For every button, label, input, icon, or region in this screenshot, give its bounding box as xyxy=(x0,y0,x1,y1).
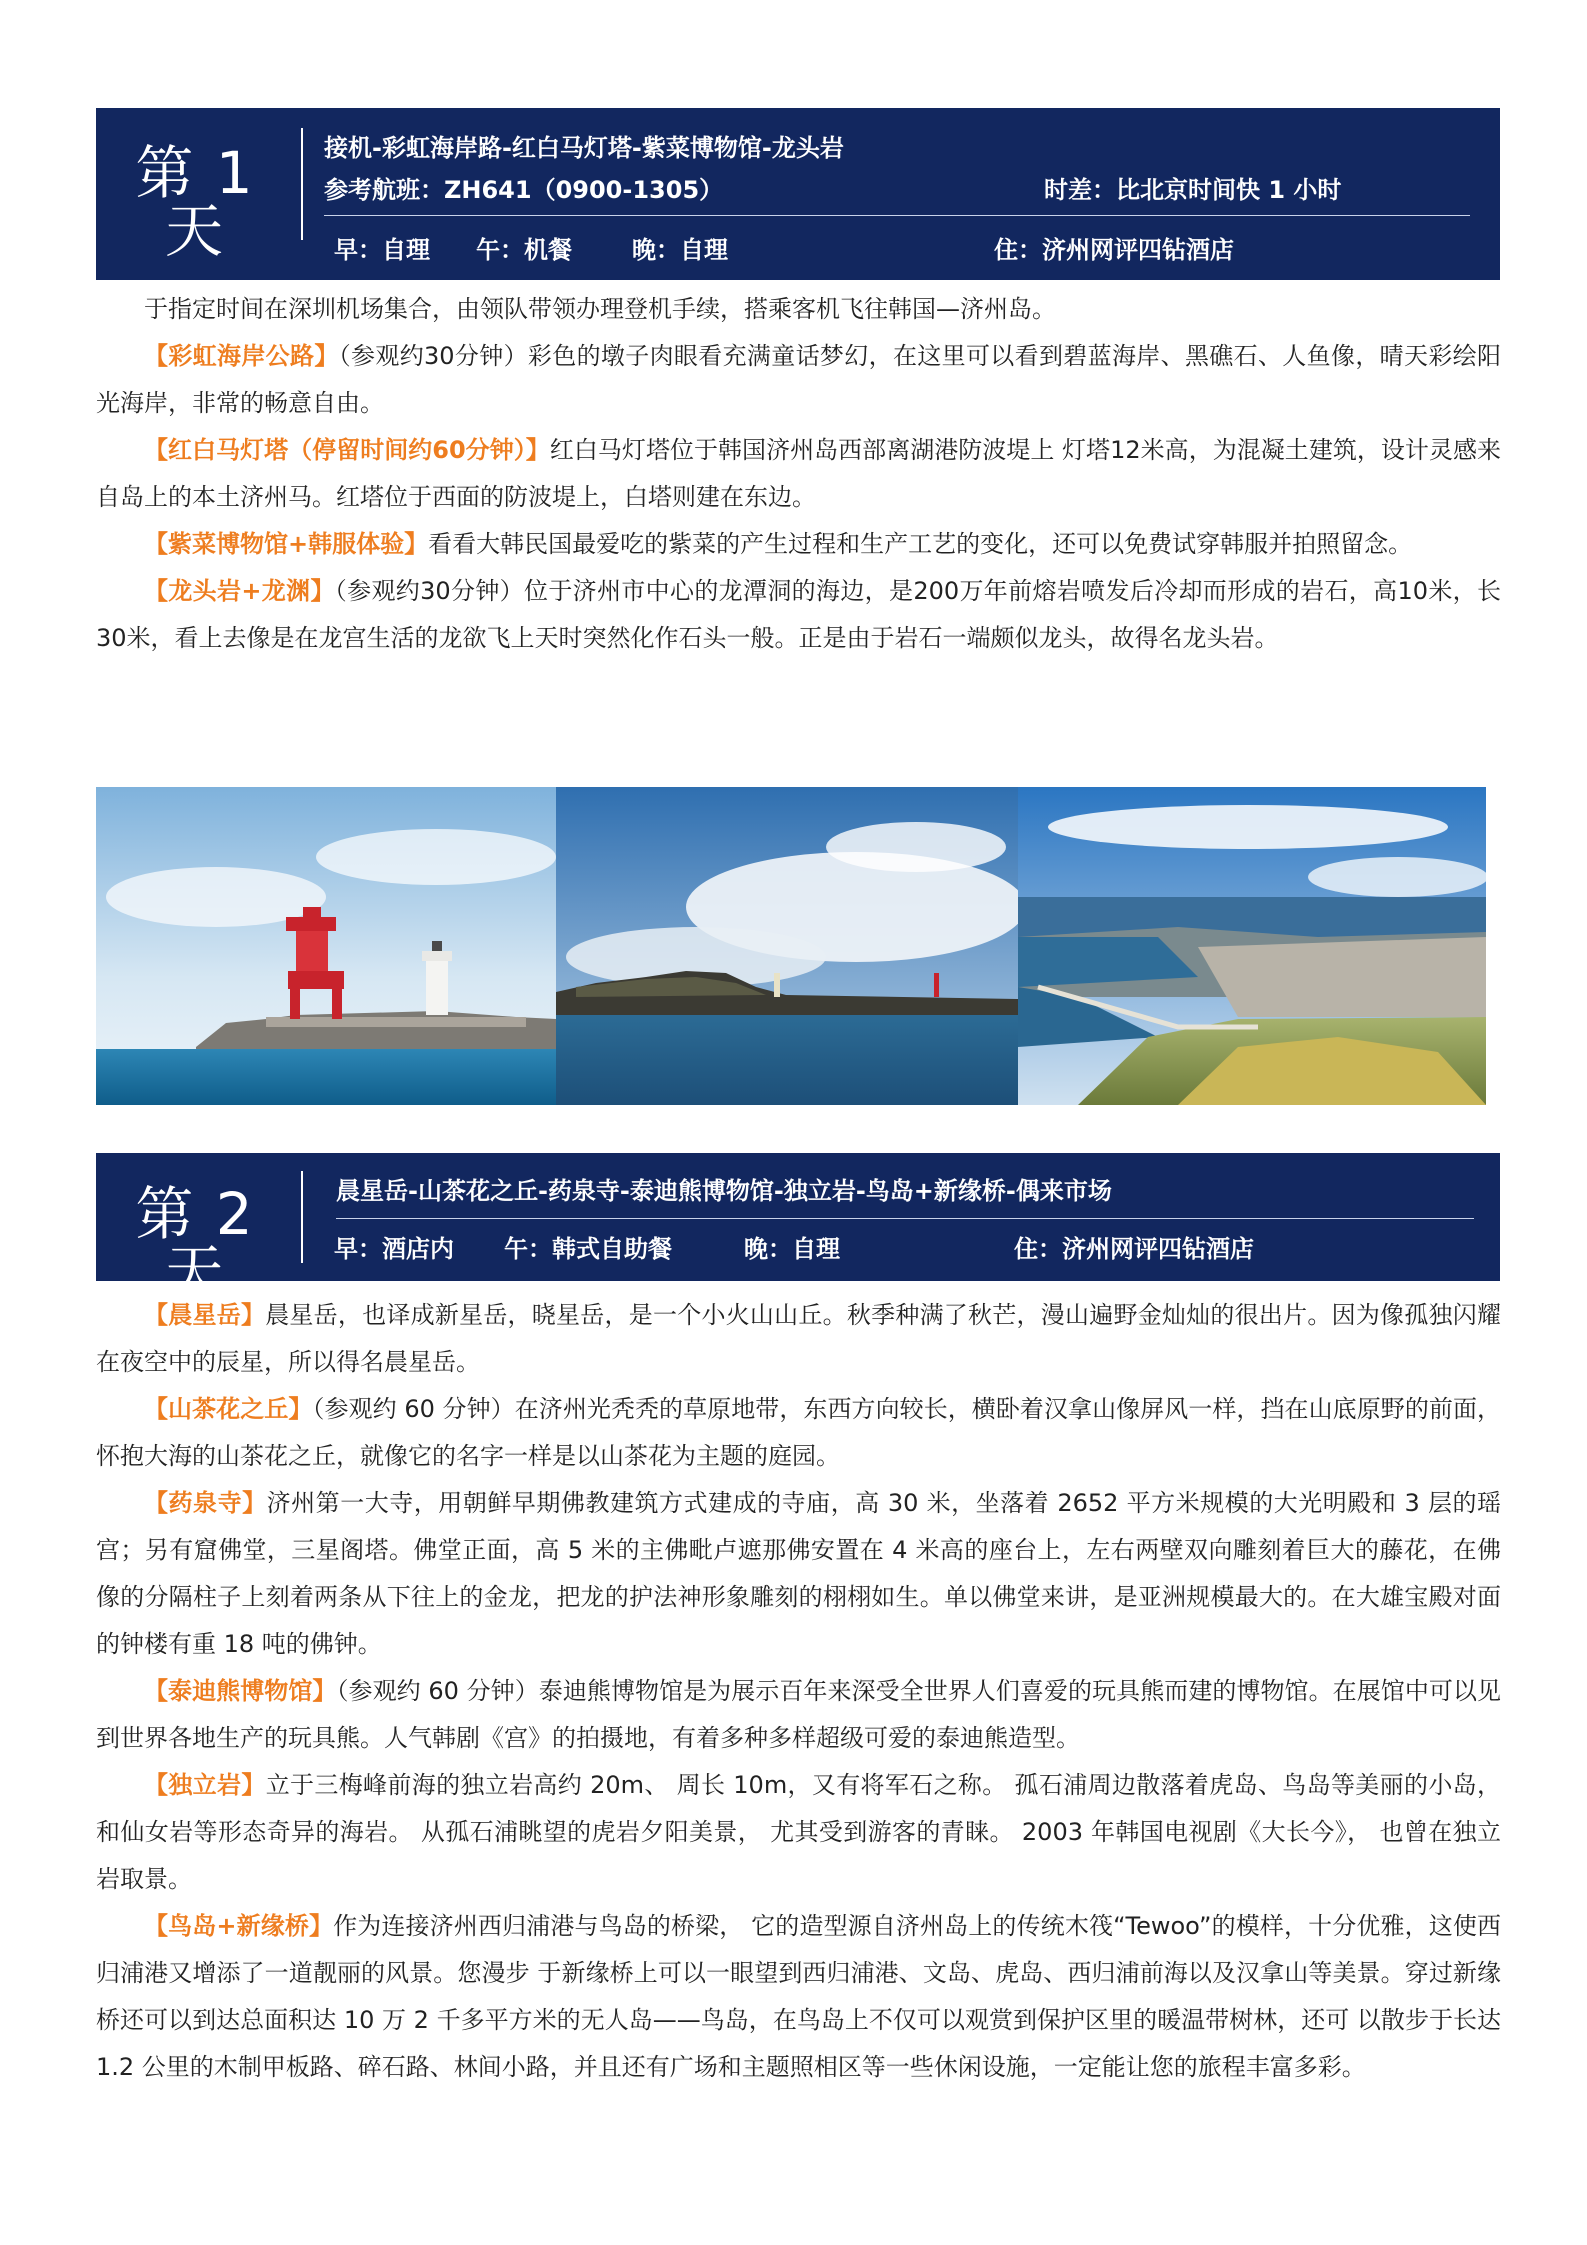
day1-time-diff: 时差：比北京时间快 1 小时 xyxy=(1044,176,1342,204)
day1-underline xyxy=(324,215,1470,216)
day2-item-name: 【泰迪熊博物馆】 xyxy=(144,1677,337,1705)
day1-item xyxy=(96,521,1501,568)
day2-item-text: 晨星岳，也译成新星岳，晓星岳，是一个小火山山丘。秋季种满了秋芒，漫山遍野金灿灿的很出片。因为像孤独闪耀在夜空中的辰星，所以得名晨星岳。 xyxy=(96,1301,1502,1376)
day2-hotel: 住：济州网评四钻酒店 xyxy=(1014,1235,1254,1263)
day2-underline xyxy=(336,1218,1474,1219)
day1-intro: 于指定时间在深圳机场集合，由领队带领办理登机手续，搭乘客机飞往韩国—济州岛。 xyxy=(144,295,1056,323)
day1-item xyxy=(96,427,1501,521)
day1-hotel: 住：济州网评四钻酒店 xyxy=(994,236,1234,264)
day1-badge: 第 1 天 xyxy=(135,139,255,265)
day1-item-text: 看看大韩民国最爱吃的紫菜的产生过程和生产工艺的变化，还可以免费试穿韩服并拍照留念。 xyxy=(428,530,1413,558)
day2-item-name: 【鸟岛+新缘桥】 xyxy=(144,1912,334,1940)
day1-item-name: 【龙头岩+龙渊】 xyxy=(144,577,335,605)
day1-dinner: 晚：自理 xyxy=(632,236,728,264)
day1-flight: 参考航班：ZH641（0900-1305） xyxy=(324,176,724,204)
day2-item xyxy=(96,1903,1501,2091)
day2-item-text: （参观约 60 分钟）泰迪熊博物馆是为展示百年来深受全世界人们喜爱的玩具熊而建的博物馆。在展馆中可以见到世界各地生产的玩具熊。人气韩剧《宫》的拍摄地，有着多种多样超级可爱的泰迪熊造型。 xyxy=(96,1677,1502,1752)
day2-lunch: 午：韩式自助餐 xyxy=(504,1235,672,1263)
day2-item-name: 【晨星岳】 xyxy=(144,1301,266,1329)
day2-item xyxy=(96,1386,1501,1480)
day2-route: 晨星岳-山茶花之丘-药泉寺-泰迪熊博物馆-独立岩-鸟岛+新缘桥-偶来市场 xyxy=(336,1177,1112,1205)
day1-lunch: 午：机餐 xyxy=(476,236,572,264)
day1-content xyxy=(96,286,1501,662)
day2-item-text: 作为连接济州西归浦港与鸟岛的桥梁， 它的造型源自济州岛上的传统木筏“Tewoo”的模样，十分优雅，这使西归浦港又增添了一道靓丽的风景。您漫步 于新缘桥上可以一眼望到西归浦港、文岛、虎岛、西归浦前海以及汉拿山等美景。穿过新缘桥还可以到达总面积达 10 万 2 千多平方米的无人岛——鸟岛，在鸟岛上不仅可以观赏到保护区里的暖温带树林，还可 以散步于长达 1.2 公里的木制甲板路、碎石路、林间小路，并且还有广场和主题照相区等一些休闲设施，一定能让您的旅程丰富多彩。 xyxy=(96,1912,1502,2081)
day1-item-text: （参观约30分钟）彩色的墩子肉眼看充满童话梦幻，在这里可以看到碧蓝海岸、黑礁石、人鱼像，晴天彩绘阳光海岸，非常的畅意自由。 xyxy=(96,342,1501,417)
day1-breakfast: 早：自理 xyxy=(334,236,430,264)
day2-dinner: 晚：自理 xyxy=(744,1235,840,1263)
day2-item-text: 济州第一大寺，用朝鲜早期佛教建筑方式建成的寺庙，高 30 米，坐落着 2652 平方米规模的大光明殿和 3 层的瑶宫；另有窟佛堂，三星阁塔。佛堂正面，高 5 米的主佛毗卢遮那佛安置在 4 米高的座台上，左右两壁双向雕刻着巨大的藤花，在佛像的分隔柱子上刻着两条从下往上的金龙，把龙的护法神形象雕刻的栩栩如生。单以佛堂来讲，是亚洲规模最大的。在大雄宝殿对面的钟楼有重 18 吨的佛钟。 xyxy=(96,1489,1501,1658)
day2-divider xyxy=(301,1171,303,1263)
day1-header xyxy=(96,108,1500,280)
day2-item xyxy=(96,1292,1501,1386)
photo-strip xyxy=(96,787,1486,1105)
photo-island-seascape xyxy=(556,787,1018,1105)
day1-item-text: （参观约30分钟）位于济州市中心的龙潭洞的海边，是200万年前熔岩喷发后冷却而形成的岩石，高10米，长30米，看上去像是在龙宫生活的龙欲飞上天时突然化作石头一般。正是由于岩石一端颇似龙头，故得名龙头岩。 xyxy=(96,577,1501,652)
day2-item xyxy=(96,1480,1501,1668)
day2-item xyxy=(96,1762,1501,1903)
day2-item-text: （参观约 60 分钟）在济州光秃秃的草原地带，东西方向较长，横卧着汉拿山像屏风一样，挡在山底原野的前面，怀抱大海的山茶花之丘，就像它的名字一样是以山茶花为主题的庭园。 xyxy=(96,1395,1502,1470)
day2-item-text: 立于三梅峰前海的独立岩高约 20m、 周长 10m，又有将军石之称。 孤石浦周边散落着虎岛、鸟岛等美丽的小岛， 和仙女岩等形态奇异的海岩。 从孤石浦眺望的虎岩夕阳美景， 尤其受到游客的青睐。 2003 年韩国电视剧《大长今》， 也曾在独立岩取景。 xyxy=(96,1771,1501,1893)
day2-item xyxy=(96,1668,1501,1762)
day1-item-text: 红白马灯塔位于韩国济州岛西部离湖港防波堤上 灯塔12米高，为混凝土建筑，设计灵感来自岛上的本土济州马。红塔位于西面的防波堤上，白塔则建在东边。 xyxy=(96,436,1501,511)
day1-item xyxy=(96,568,1501,662)
day2-breakfast: 早：酒店内 xyxy=(334,1235,454,1263)
day2-item-name: 【山茶花之丘】 xyxy=(144,1395,313,1423)
day1-route: 接机-彩虹海岸路-红白马灯塔-紫菜博物馆-龙头岩 xyxy=(324,134,844,162)
day2-badge: 第 2 天 xyxy=(135,1180,255,1306)
day2-header xyxy=(96,1153,1500,1306)
day1-item-name: 【红白马灯塔（停留时间约60分钟）】 xyxy=(144,436,550,464)
photo-coastal-town-aerial xyxy=(1018,787,1486,1105)
photo-red-horse-lighthouse xyxy=(96,787,556,1105)
day1-divider xyxy=(301,128,303,240)
day2-item-name: 【药泉寺】 xyxy=(144,1489,267,1517)
day1-item xyxy=(96,333,1501,427)
day1-item-name: 【彩虹海岸公路】 xyxy=(144,342,339,370)
day2-content xyxy=(96,1292,1501,2091)
day1-item-name: 【紫菜博物馆+韩服体验】 xyxy=(144,530,429,558)
day2-item-name: 【独立岩】 xyxy=(144,1771,266,1799)
